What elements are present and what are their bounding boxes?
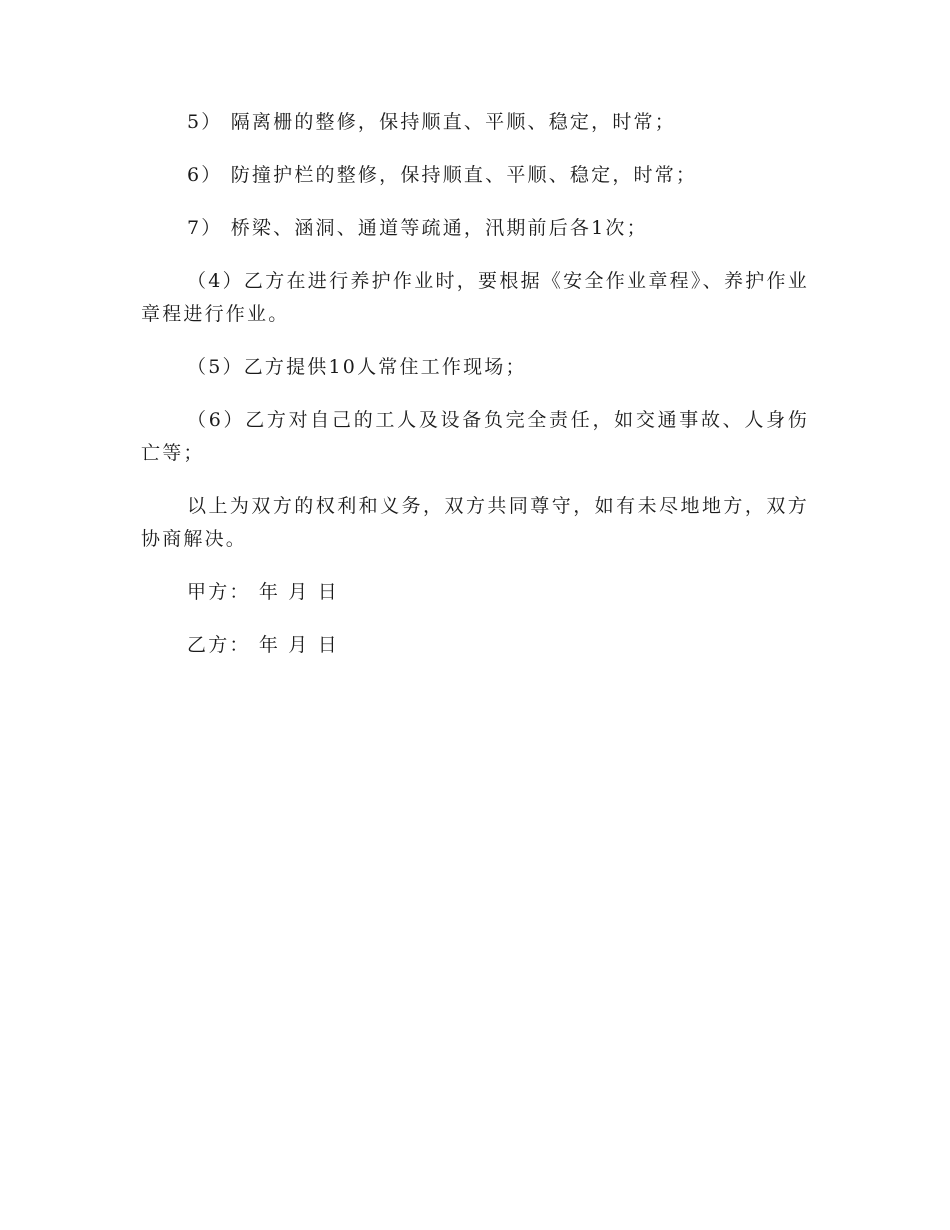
list-item-isolation-fence: 5） 隔离栅的整修，保持顺直、平顺、稳定，时常； xyxy=(187,111,676,133)
list-item-guardrail: 6） 防撞护栏的整修，保持顺直、平顺、稳定，时常； xyxy=(187,164,698,186)
closing-statement: 以上为双方的权利和义务，双方共同尊守，如有未尽地地方，双方协商解决。 xyxy=(141,495,809,550)
list-item-bridge-culvert: 7） 桥梁、涵洞、通道等疏通，汛期前后各1次； xyxy=(187,217,648,239)
document-body xyxy=(141,106,809,662)
signature-party-b: 乙方： 年 月 日 xyxy=(187,634,339,656)
clause-safety-procedure: （4）乙方在进行养护作业时，要根据《安全作业章程》、养护作业章程进行作业。 xyxy=(141,270,809,325)
clause-liability: （6）乙方对自己的工人及设备负完全责任，如交通事故、人身伤亡等； xyxy=(141,409,809,464)
clause-staffing: （5）乙方提供10人常住工作现场； xyxy=(187,356,527,378)
signature-party-a: 甲方： 年 月 日 xyxy=(187,581,339,603)
